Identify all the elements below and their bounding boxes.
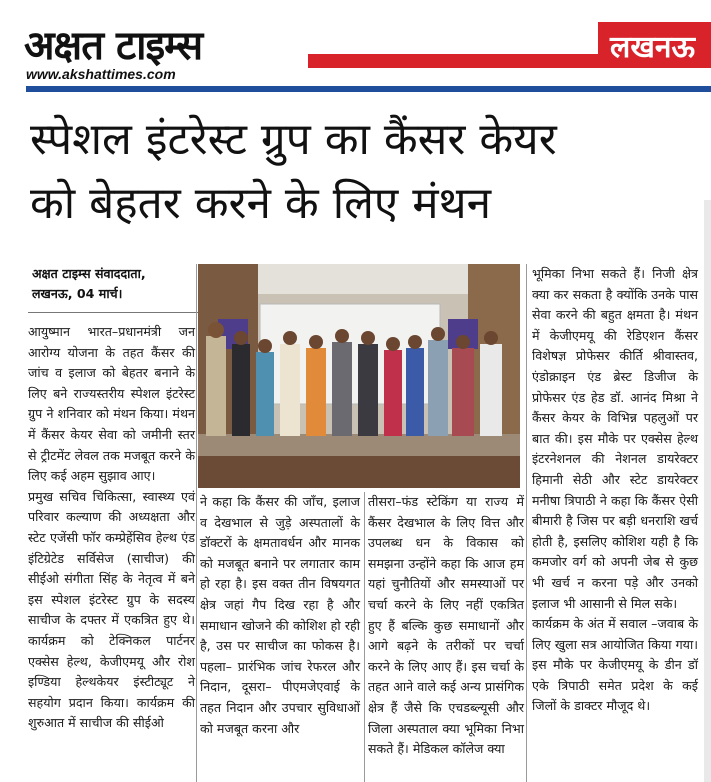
column-divider-3 <box>526 264 527 782</box>
masthead-blue-rule <box>26 86 711 92</box>
byline-reporter: अक्षत टाइम्स संवाददाता, <box>32 266 146 281</box>
headline-line-1: स्पेशल इंटरेस्ट ग्रुप का कैंसर केयर <box>30 114 557 165</box>
article-column-4 <box>532 264 698 717</box>
masthead-red-strip <box>308 54 598 68</box>
article-column-3 <box>368 492 524 760</box>
article-paragraph-1: आयुष्मान भारत–प्रधानमंत्री जन आरोग्य योजना के तहत कैंसर की जांच व इलाज को बेहतर बनाने के लिए बने राज्यस्तरीय स्पेशल इंटरेस्ट ग्रुप ने शनिवार को मंथन किया। मंथन में कैंसर केयर सेवा को जमीनी स्तर से ट्रीटमेंट लेवल तक मजबूत करने के लिए कई अहम सुझाव आए। <box>28 324 195 484</box>
city-name: लखनऊ <box>610 30 696 65</box>
page-edge-next-column <box>704 200 711 782</box>
article-paragraph-5: भूमिका निभा सकते हैं। निजी क्षेत्र क्या कर सकता है क्योंकि उनके पास सेवा करने की बहुत क्षमता है। मंथन में केजीएमयू की रेडिएशन कैंसर विशेषज्ञ प्रोफेसर कीर्ति श्रीवास्तव, एंडोक्राइन एंड ब्रेस्ट डिजीज के प्रोफेसर एंड हेड डॉ. आनंद मिश्रा ने कैंसर केयर के विभिन्न पहलुओं पर बात की। इस मौके पर एक्सेस हेल्थ इंटरनेशनल की नेशनल डायरेक्टर हिमानी सेठी और स्टेट डायरेक्टर मनीषा त्रिपाठी ने कहा कि कैंसर ऐसी बीमारी है जिस पर बड़ी धनराशि खर्च होती है, इसलिए कोशिश यही है कि कमजोर वर्ग को अपनी जेब से कुछ भी खर्च न करना पड़े और उनको इलाज भी आसानी से मिल सके। <box>532 266 698 611</box>
column-divider-2 <box>364 492 365 782</box>
masthead <box>0 0 711 98</box>
article-column-1 <box>28 322 195 734</box>
brand-name: अक्षत टाइम्स <box>24 23 203 69</box>
byline-dateline: लखनऊ, 04 मार्च। <box>32 286 123 301</box>
column-divider-1 <box>196 264 197 782</box>
city-banner <box>598 22 711 68</box>
brand-url[interactable]: www.akshattimes.com <box>26 66 176 82</box>
article-paragraph-6: कार्यक्रम के अंत में सवाल –जवाब के लिए खुला सत्र आयोजित किया गया। इस मौके पर केजीएमयू के डीन डॉ एके त्रिपाठी समेत प्रदेश के कई जिलों के डाक्टर मौजूद थे। <box>532 616 698 714</box>
article-column-2 <box>200 492 360 739</box>
group-photo <box>198 264 520 488</box>
byline-divider <box>28 312 198 313</box>
article-paragraph-3: ने कहा कि कैंसर की जाँच, इलाज व देखभाल से जुड़े अस्पतालों के डॉक्टरों के क्षमतावर्धन और मानक को मजबूत बनाने पर लगातार काम हो रहा है। इस वक्त तीन विषयगत क्षेत्र जहां गैप दिख रहा है और समाधान खोजने की कोशिश हो रही है, उस पर साचीज का फोकस है। पहला– प्रारंभिक जांच रेफरल और निदान, दूसरा– पीएमजेएवाई के तहत निदान और उपचार सुविधाओं को मजबूत करना और <box>200 494 360 736</box>
byline <box>32 264 197 304</box>
article-paragraph-2: प्रमुख सचिव चिकित्सा, स्वास्थ्य एवं परिवार कल्याण की अध्यक्षता और स्टेट एजेंसी फॉर कम्प्रेहेंसिव हेल्थ एंड इंटिग्रेटेड सर्विसेज (साचीज) की सीईओ संगीता सिंह के नेतृत्व में बने इस स्पेशल इंटरेस्ट ग्रुप के सदस्य साचीज के दफ्तर में एकत्रित हुए थे। कार्यक्रम को टेक्निकल पार्टनर एक्सेस हेल्थ, केजीएमयू और रोश इण्डिया हेल्थकेयर इंस्टीट्यूट ने सहयोग प्रदान किया। कार्यक्रम की शुरुआत में साचीज की सीईओ <box>28 488 195 731</box>
headline <box>30 108 690 236</box>
headline-line-2: को बेहतर करने के लिए मंथन <box>30 178 492 229</box>
article-paragraph-4: तीसरा–फंड स्टेकिंग या राज्य में कैंसर देखभाल के लिए वित्त और उपलब्ध धन के विकास को समझना उन्होंने कहा कि आज हम यहां चुनौतियों और समस्याओं पर चर्चा करने के लिए नहीं एकत्रित हुए हैं बल्कि कुछ समाधानों और आगे बढ़ने के तरीकों पर चर्चा करने के लिए आए हैं। इस चर्चा के तहत आने वाले कई अन्य प्रासंगिक क्षेत्र हैं जैसे कि एचडब्ल्यूसी और जिला अस्पताल क्या भूमिका निभा सकते हैं। मेडिकल कॉलेज क्या <box>368 494 524 757</box>
group-photo-icon <box>198 264 520 488</box>
